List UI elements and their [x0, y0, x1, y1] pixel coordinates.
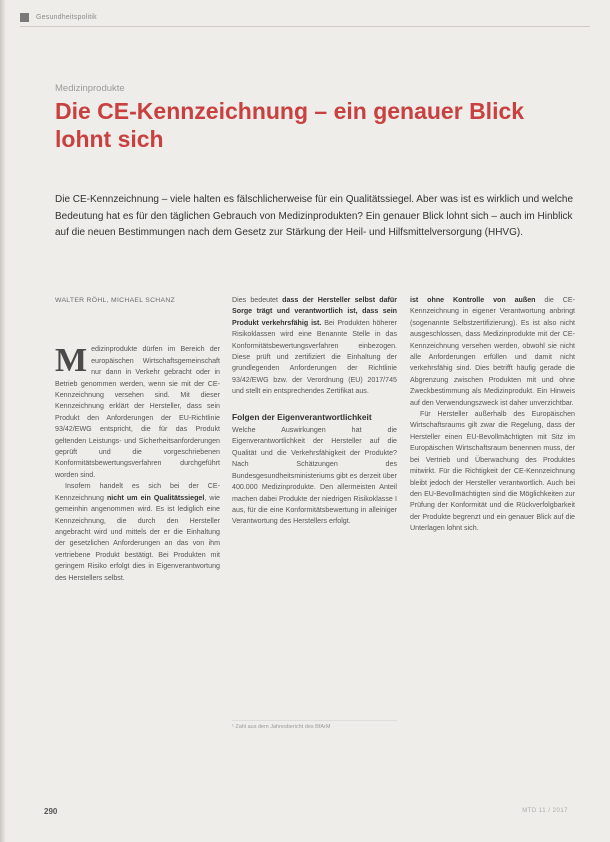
- paragraph-text: Dies bedeutet: [232, 296, 283, 304]
- paragraph-text: Bei Produkten höherer Risikoklassen wird eine Benannte Stelle in das Konformitätsbewertungsverfahren einbezogen. Diese prüft und zertifiziert die Einhaltung der grundlegenden Anforderungen der Richtlinie 93/42/EWG bzw. der Verordnung (EU) 2017/745 und stellt ein entsprechendes Zertifikat aus.: [232, 318, 397, 396]
- text-column-1: [55, 295, 220, 584]
- paragraph: [410, 295, 575, 409]
- emphasis-text: ist ohne Kontrolle von außen: [410, 296, 536, 304]
- page-number: 290: [44, 807, 58, 816]
- section-marker-icon: [20, 13, 29, 22]
- footnote: ¹ Zahl aus dem Jahresbericht des BfArM: [232, 720, 397, 730]
- drop-cap: M: [55, 342, 88, 380]
- text-column-2: [232, 295, 397, 528]
- paragraph-text: edizinprodukte dürfen im Bereich der europäischen Wirtschaftsgemeinschaft nur dann in Verkehr gebracht oder in Betrieb genommen werden, wenn sie mit der CE-Kennzeichnung versehen sind. Mit dieser Kennzeichnung erklärt der Hersteller, dass sein Produkt den Anforderungen der EU-Richtlinie 93/42/EWG entspricht, die für das Produkt geltenden Leistungs- und Sicherheitsanforderungen geprüft und die vorgeschriebenen Konformitätsbewertungsverfahren durchgeführt worden sind.: [55, 345, 220, 479]
- emphasis-text: nicht um ein Qualitätssiegel: [106, 493, 205, 502]
- page-edge-shadow: [0, 0, 6, 842]
- article-headline: Die CE-Kennzeichnung – ein genauer Blick lohnt sich: [55, 98, 525, 152]
- byline: WALTER RÖHL, MICHAEL SCHANZ: [55, 297, 176, 304]
- paragraph: [55, 481, 220, 584]
- paragraph-text: Insofern handelt es sich bei der CE-Kennzeichnung: [55, 482, 220, 502]
- paragraph: Welche Auswirkungen hat die Eigenverantwortlichkeit der Hersteller auf die Qualität und die Verkehrsfähigkeit der Produkte? Nach Schätzungen des Bundesgesundheitsministeriums gibt es derzeit über 400.000 Medizinprodukte. Den allermeisten Anteil machen dabei Produkte der niedrigen Risikoklasse I aus, für die eine Konformitätsbewertung in alleiniger Verantwortung des Herstellers erfolgt.: [232, 426, 397, 526]
- article-lead: Die CE-Kennzeichnung – viele halten es fälschlicherweise für ein Qualitätssiegel. Aber was ist es wirklich und welche Bedeutung hat es für den täglichen Gebrauch von Medizinprodukten? Ein genauer Blick lohnt sich – auch im Hinblick auf die neuen Bestimmungen nach dem Gesetz zur Stärkung der Heil- und Hilfsmittelversorgung (HHVG).: [55, 194, 574, 238]
- emphasis-text: dass der Hersteller selbst dafür Sorge trägt und verantwortlich ist, dass sein Produkt verkehrsfähig ist.: [232, 296, 398, 327]
- article-kicker: Medizinprodukte: [55, 83, 125, 94]
- text-column-3: [410, 295, 575, 535]
- paragraph: [232, 295, 397, 398]
- section-header: [20, 10, 97, 24]
- paragraph: Für Hersteller außerhalb des Europäischen Wirtschaftsraums gilt zwar die Regelung, dass der Hersteller einen EU-Bevollmächtigten mit Sitz im Europäischen Wirtschaftsraum benennen muss, der bei Vertrieb und Überwachung des Produktes mitwirkt. Für die Richtigkeit der CE-Kennzeichnung bleibt jedoch der Hersteller verantwortlich. Auch bei den EU-Bevollmächtigten sind die Möglichkeiten zur Prüfung der Konformität und die Rückverfolgbarkeit der Produkte begrenzt und ein genauer Blick auf die Unterlagen lohnt sich.: [410, 410, 575, 533]
- journal-info: MTD 11 / 2017: [522, 808, 568, 814]
- paragraph-text: , wie gemeinhin angenommen wird. Es ist lediglich eine Kennzeichnung, die durch den Hersteller angebracht wird und mittels der er die Einhaltung der gesetzlichen Anforderungen an das von ihm vertriebene Produkt bestätigt. Bei Produkten mit geringem Risiko erfolgt dies in Eigenverantwortung des Herstellers selbst.: [55, 493, 220, 582]
- section-label: Gesundheitspolitik: [36, 13, 97, 21]
- header-divider: [20, 26, 590, 27]
- paragraph: [55, 344, 220, 481]
- subheading: Folgen der Eigenverantwortlichkeit: [232, 411, 372, 422]
- paragraph-text: die CE-Kennzeichnung in eigener Verantwortung anbringt (sogenannte Selbstzertifizierung). Es ist also nicht ausgeschlossen, dass Medizinprodukte mit der CE-Kennzeichnung versehen werden, obwohl sie nicht alle Anforderungen erfüllen und damit nicht verkehrsfähig sind. Dies betrifft häufig gerade die Abgrenzung zwischen Produkten mit und ohne Zweckbestimmung als Medizinprodukt. Ein Hinweis auf den Verwendungszweck ist daher unverzichtbar.: [410, 296, 575, 407]
